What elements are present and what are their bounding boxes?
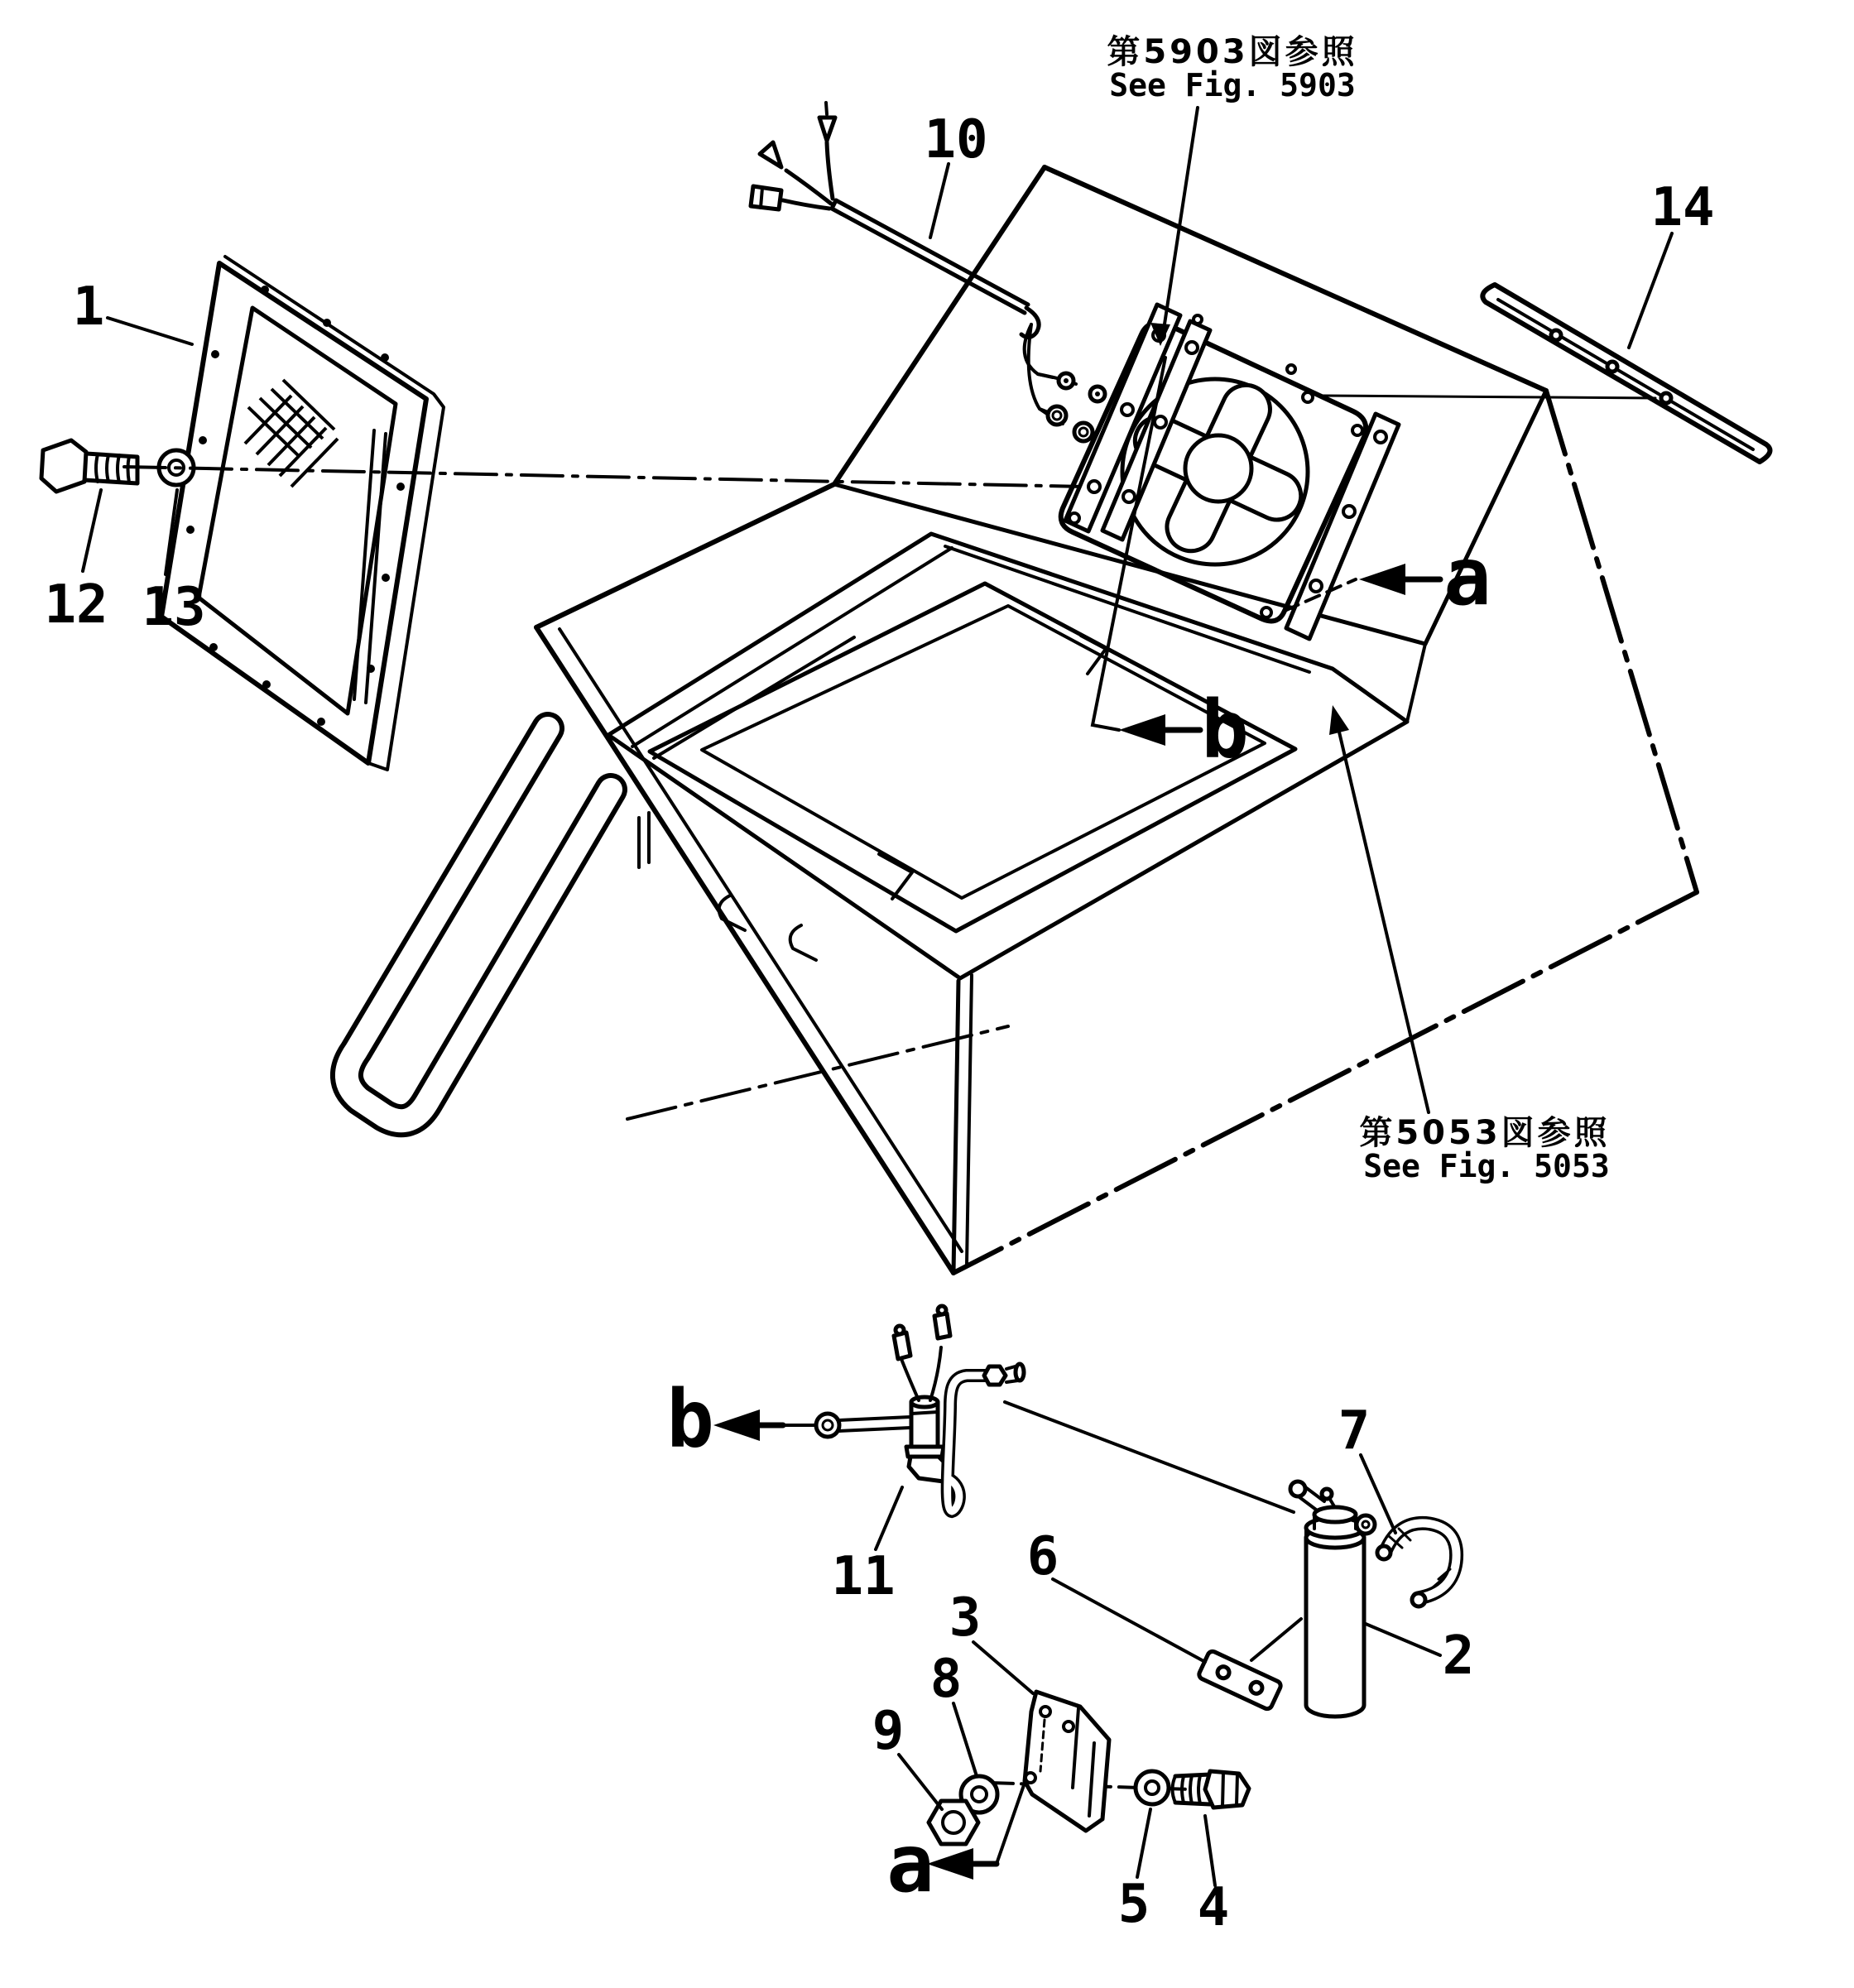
callout-8-leader (953, 1703, 977, 1776)
strip-alignment-line (1322, 396, 1655, 398)
callout-14-label: 14 (1650, 177, 1715, 238)
harness-wires-and-connectors (1025, 324, 1105, 441)
callout-10-leader (930, 164, 949, 238)
bracket-part-3 (1025, 1692, 1109, 1831)
callout-11-leader (876, 1487, 902, 1549)
callout-3-leader (973, 1642, 1033, 1693)
callout-4-leader (1205, 1816, 1215, 1885)
callout-14-leader (1629, 233, 1672, 348)
view-a-leader (997, 1783, 1025, 1864)
grille-panel-part-1 (161, 257, 444, 770)
view-b-arrowhead (713, 1409, 760, 1441)
fan-hub (1185, 435, 1251, 502)
fig-ref-bottom-jp: 第5053図参照 (1359, 1114, 1611, 1152)
callout-7-label: 7 (1338, 1400, 1371, 1462)
view-label-b: b (1201, 684, 1249, 776)
fig-ref-bottom-en: See Fig. 5053 (1363, 1148, 1610, 1184)
fig-ref-bottom (1329, 705, 1611, 1184)
callout-6-leader (1053, 1579, 1205, 1662)
callout-8-label: 8 (929, 1649, 963, 1710)
fig-ref-top-jp: 第5903図参照 (1107, 33, 1358, 71)
callout-12-label: 12 (44, 574, 108, 636)
view-label-b: b (666, 1373, 714, 1466)
pressure-switch-part-11 (785, 1306, 1294, 1512)
tube-to-drier-leader (1005, 1402, 1294, 1512)
fig-ref-top (1107, 33, 1357, 346)
view-a-arrowhead (1359, 564, 1405, 595)
callout-9-leader (899, 1755, 942, 1809)
handle-drawing (347, 728, 611, 1121)
fan-assembly (1061, 305, 1399, 639)
callout-9-label: 9 (872, 1701, 905, 1762)
callout-6-label: 6 (1026, 1526, 1059, 1587)
callout-1-label: 1 (72, 276, 105, 338)
switch-tube (948, 1376, 985, 1511)
receiver-drier-part-2 (1290, 1481, 1375, 1717)
view-label-a: a (1443, 531, 1491, 623)
callout-1-leader (108, 318, 192, 344)
hose-part-7 (1377, 1523, 1457, 1606)
assembly-axis-line (124, 467, 1084, 487)
callout-11-label: 11 (831, 1546, 896, 1607)
callout-5-leader (1137, 1809, 1150, 1877)
view-b-arrowhead (1119, 714, 1165, 746)
nut-part-9 (929, 1801, 978, 1844)
callout-label-layer (44, 109, 1714, 1938)
callout-4-label: 4 (1197, 1877, 1230, 1938)
plate-to-drier-leader (1251, 1619, 1301, 1660)
callout-12-leader (83, 490, 101, 571)
callout-5-label: 5 (1117, 1874, 1150, 1935)
callout-2-leader (1366, 1624, 1440, 1655)
tube-fitting-nut (984, 1366, 1006, 1385)
callout-2-label: 2 (1442, 1625, 1475, 1687)
washer-part-5 (1136, 1771, 1169, 1804)
callout-10-label: 10 (924, 109, 988, 170)
plate-part-6 (1198, 1649, 1282, 1710)
view-label-a: a (886, 1818, 934, 1910)
callout-3-label: 3 (949, 1587, 982, 1649)
fig-ref-bottom-arrowhead (1329, 705, 1349, 735)
fig-ref-top-en: See Fig. 5903 (1109, 67, 1356, 103)
callout-13-label: 13 (142, 577, 206, 638)
